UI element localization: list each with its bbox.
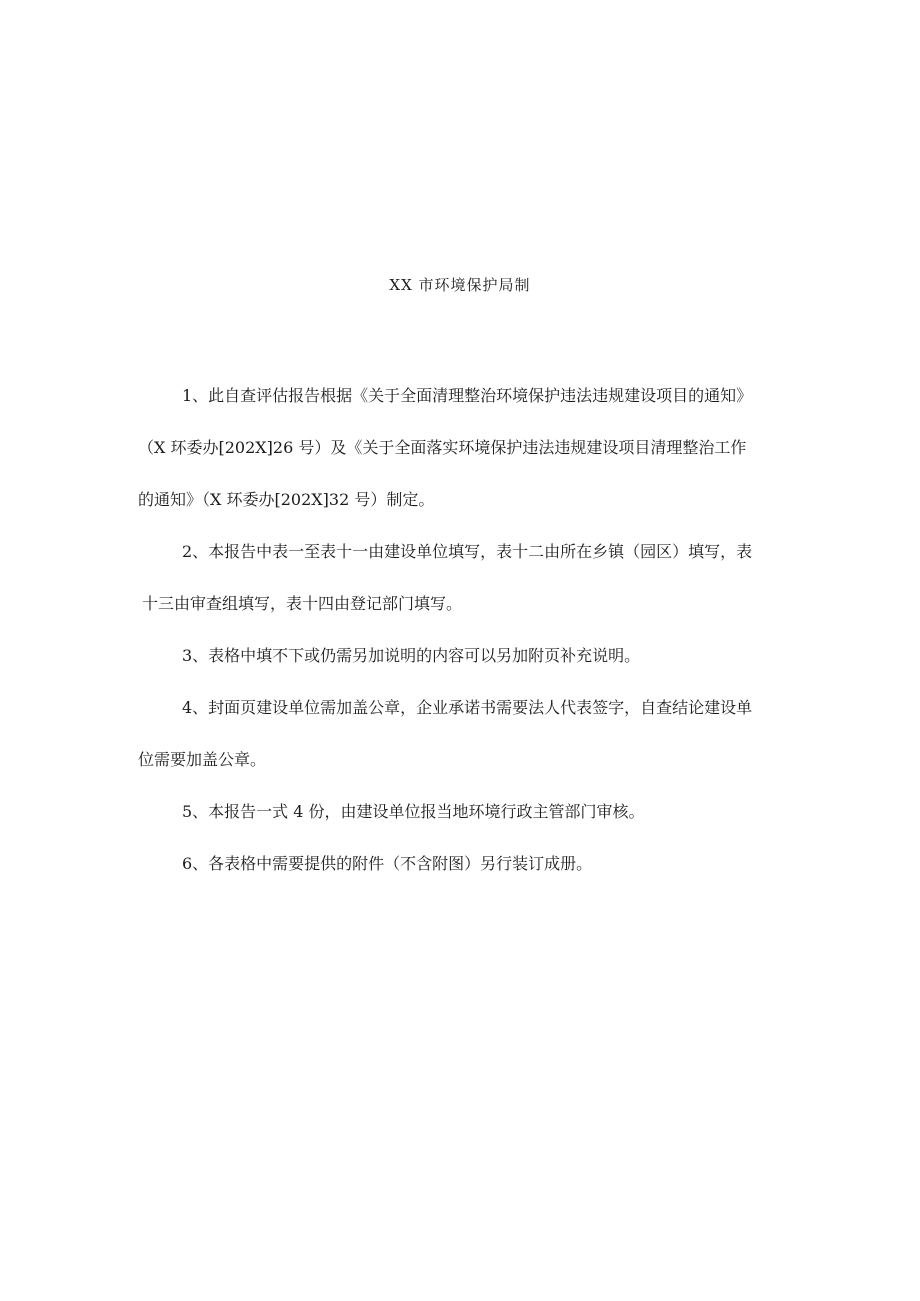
note-4-line-1: 4、封面页建设单位需加盖公章，企业承诺书需要法人代表签字，自查结论建设单 xyxy=(182,698,753,717)
note-1-line-1: 1、此自查评估报告根据《关于全面清理整治环境保护违法违规建设项目的通知》 xyxy=(182,386,753,405)
note-6-line-1: 6、各表格中需要提供的附件（不含附图）另行装订成册。 xyxy=(182,854,593,873)
note-2-line-2: 十三由审查组填写，表十四由登记部门填写。 xyxy=(142,594,463,613)
note-2-line-1: 2、本报告中表一至表十一由建设单位填写，表十二由所在乡镇（园区）填写，表 xyxy=(182,542,753,561)
note-5-line-1: 5、本报告一式 4 份，由建设单位报当地环境行政主管部门审核。 xyxy=(182,802,645,821)
note-1-line-3: 的通知》（X 环委办[202X]32 号）制定。 xyxy=(138,490,435,509)
note-1-line-2: （X 环委办[202X]26 号）及《关于全面落实环境保护违法违规建设项目清理整治工作 xyxy=(138,438,747,457)
note-3-line-1: 3、表格中填不下或仍需另加说明的内容可以另加附页补充说明。 xyxy=(182,646,641,665)
note-4-line-2: 位需要加盖公章。 xyxy=(138,750,267,769)
issuer-line: XX 市环境保护局制 xyxy=(389,276,531,294)
